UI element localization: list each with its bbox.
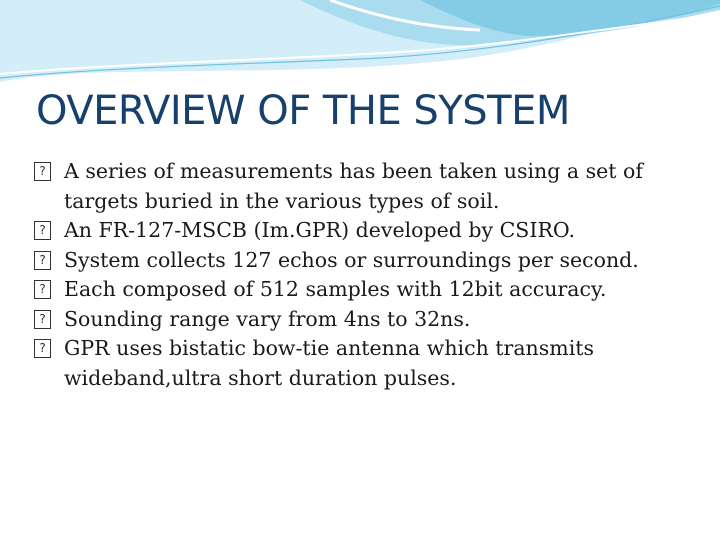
bullet-text: Sounding range vary from 4ns to 32ns. <box>64 306 471 331</box>
bullet-text: A series of measurements has been taken using a set of targets buried in the various types of soil. <box>64 159 643 213</box>
bullet-text: System collects 127 echos or surroundings per second. <box>64 247 639 272</box>
bullet-marker-icon: ? <box>34 251 51 270</box>
bullet-marker-icon: ? <box>34 339 51 358</box>
bullet-list <box>34 157 694 393</box>
bullet-marker-icon: ? <box>34 310 51 329</box>
bullet-marker-icon: ? <box>34 280 51 299</box>
bullet-text: GPR uses bistatic bow-tie antenna which transmits wideband,ultra short duration pulses. <box>64 336 595 390</box>
bullet-marker-icon: ? <box>34 162 51 181</box>
slide-title: OVERVIEW OF THE SYSTEM <box>36 88 570 134</box>
bullet-item <box>34 216 694 246</box>
header-wave-decoration <box>0 0 720 90</box>
bullet-text: Each composed of 512 samples with 12bit accuracy. <box>64 277 607 301</box>
bullet-item <box>34 305 694 335</box>
bullet-text: An FR-127-MSCB (Im.GPR) developed by CSIRO. <box>64 218 575 242</box>
bullet-item <box>34 246 694 276</box>
bullet-item <box>34 275 694 305</box>
bullet-item <box>34 334 694 393</box>
bullet-marker-icon: ? <box>34 221 51 240</box>
bullet-item <box>34 157 694 216</box>
